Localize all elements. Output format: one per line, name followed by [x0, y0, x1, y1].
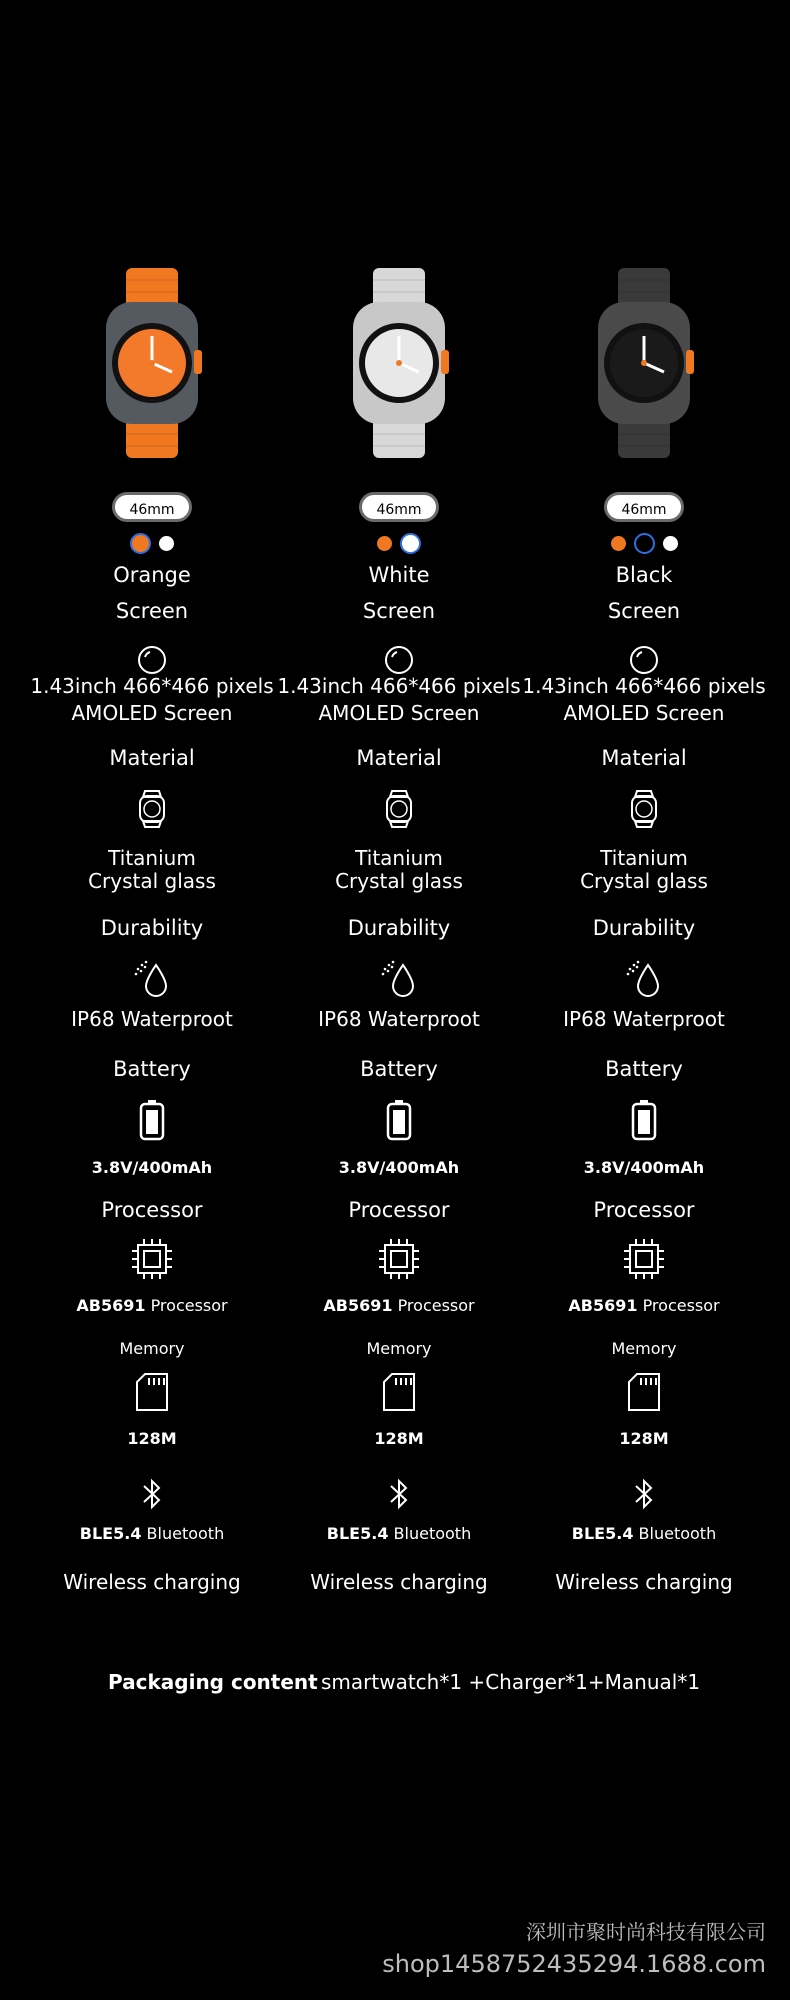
- processor-label: Processor: [348, 1198, 450, 1222]
- processor-model: AB5691: [568, 1296, 638, 1315]
- screen-spec-line1: 1.43inch 466*466 pixels: [522, 674, 766, 698]
- memory-value: 128M: [374, 1429, 424, 1448]
- bluetooth-version: BLE5.4: [571, 1524, 634, 1543]
- screen-spec-line2: AMOLED Screen: [318, 701, 480, 725]
- sd-card-icon: [27, 1370, 277, 1414]
- material-line1: Titanium: [355, 846, 443, 870]
- color-name: Orange: [113, 563, 191, 587]
- processor-label: Processor: [593, 1198, 695, 1222]
- processor-model: AB5691: [323, 1296, 393, 1315]
- material-line2: Crystal glass: [88, 869, 216, 893]
- color-name: White: [368, 563, 430, 587]
- durability-label: Durability: [347, 916, 451, 940]
- screen-label: Screen: [115, 599, 189, 623]
- battery-value: 3.8V/400mAh: [338, 1158, 460, 1177]
- color-swatch[interactable]: [377, 536, 392, 551]
- processor-label: Processor: [101, 1198, 203, 1222]
- memory-label: Memory: [366, 1339, 432, 1358]
- water-drop-icon: [519, 957, 769, 1001]
- material-label: Material: [601, 746, 687, 770]
- material-label: Material: [356, 746, 442, 770]
- bluetooth-icon: [519, 1472, 769, 1516]
- durability-value: IP68 Waterproot: [318, 1007, 480, 1031]
- color-name: Black: [615, 563, 673, 587]
- processor-suffix: Processor: [397, 1296, 475, 1315]
- water-drop-icon: [27, 957, 277, 1001]
- bluetooth-version: BLE5.4: [79, 1524, 142, 1543]
- watch-outline-icon: [274, 787, 524, 831]
- sd-card-icon: [274, 1370, 524, 1414]
- watch-outline-icon: [27, 787, 277, 831]
- durability-label: Durability: [592, 916, 696, 940]
- screen-spec-line2: AMOLED Screen: [71, 701, 233, 725]
- color-swatch[interactable]: [663, 536, 678, 551]
- chip-icon: [27, 1237, 277, 1281]
- bluetooth-value: [27, 1522, 277, 1546]
- bluetooth-suffix: Bluetooth: [146, 1524, 225, 1543]
- product-column-black: [519, 0, 769, 1640]
- screen-label: Screen: [362, 599, 436, 623]
- bluetooth-icon: [27, 1472, 277, 1516]
- processor-value: [274, 1294, 524, 1318]
- color-swatches: [519, 532, 769, 556]
- battery-value: 3.8V/400mAh: [91, 1158, 213, 1177]
- processor-suffix: Processor: [150, 1296, 228, 1315]
- battery-label: Battery: [360, 1057, 438, 1081]
- memory-value: 128M: [619, 1429, 669, 1448]
- sd-card-icon: [519, 1370, 769, 1414]
- bluetooth-suffix: Bluetooth: [638, 1524, 717, 1543]
- material-line1: Titanium: [108, 846, 196, 870]
- chip-icon: [519, 1237, 769, 1281]
- memory-label: Memory: [119, 1339, 185, 1358]
- processor-suffix: Processor: [642, 1296, 720, 1315]
- packaging-label: Packaging content: [108, 1670, 318, 1694]
- material-line1: Titanium: [600, 846, 688, 870]
- material-line2: Crystal glass: [580, 869, 708, 893]
- color-swatch[interactable]: [159, 536, 174, 551]
- memory-value: 128M: [127, 1429, 177, 1448]
- processor-model: AB5691: [76, 1296, 146, 1315]
- color-swatch[interactable]: [611, 536, 626, 551]
- bluetooth-value: [519, 1522, 769, 1546]
- packaging-value: smartwatch*1 +Charger*1+Manual*1: [321, 1670, 701, 1694]
- screen-spec-line1: 1.43inch 466*466 pixels: [30, 674, 274, 698]
- battery-icon: [519, 1098, 769, 1142]
- bluetooth-suffix: Bluetooth: [393, 1524, 472, 1543]
- battery-icon: [274, 1098, 524, 1142]
- screen-spec-line1: 1.43inch 466*466 pixels: [277, 674, 521, 698]
- material-line2: Crystal glass: [335, 869, 463, 893]
- chip-icon: [274, 1237, 524, 1281]
- product-column-white: [274, 0, 524, 1640]
- color-swatch[interactable]: [130, 533, 151, 554]
- durability-value: IP68 Waterproot: [563, 1007, 725, 1031]
- screen-label: Screen: [607, 599, 681, 623]
- color-swatches: [274, 532, 524, 556]
- size-button[interactable]: 46mm: [112, 492, 192, 522]
- battery-value: 3.8V/400mAh: [583, 1158, 705, 1177]
- material-label: Material: [109, 746, 195, 770]
- screen-spec-line2: AMOLED Screen: [563, 701, 725, 725]
- durability-value: IP68 Waterproot: [71, 1007, 233, 1031]
- battery-icon: [27, 1098, 277, 1142]
- size-button[interactable]: 46mm: [604, 492, 684, 522]
- water-drop-icon: [274, 957, 524, 1001]
- memory-label: Memory: [611, 1339, 677, 1358]
- company-name: 深圳市聚时尚科技有限公司: [526, 1920, 766, 1944]
- watch-image[interactable]: [594, 268, 694, 458]
- processor-value: [519, 1294, 769, 1318]
- bluetooth-version: BLE5.4: [326, 1524, 389, 1543]
- charging-value: Wireless charging: [63, 1570, 241, 1594]
- bluetooth-icon: [274, 1472, 524, 1516]
- durability-label: Durability: [100, 916, 204, 940]
- color-swatch[interactable]: [634, 533, 655, 554]
- bluetooth-value: [274, 1522, 524, 1546]
- battery-label: Battery: [113, 1057, 191, 1081]
- charging-value: Wireless charging: [555, 1570, 733, 1594]
- size-button[interactable]: 46mm: [359, 492, 439, 522]
- color-swatches: [27, 532, 277, 556]
- charging-value: Wireless charging: [310, 1570, 488, 1594]
- product-column-orange: [27, 0, 277, 1640]
- watch-outline-icon: [519, 787, 769, 831]
- watch-image[interactable]: [349, 268, 449, 458]
- shop-url[interactable]: shop1458752435294.1688.com: [382, 1950, 766, 1978]
- processor-value: [27, 1294, 277, 1318]
- battery-label: Battery: [605, 1057, 683, 1081]
- watch-image[interactable]: [102, 268, 202, 458]
- color-swatch[interactable]: [400, 533, 421, 554]
